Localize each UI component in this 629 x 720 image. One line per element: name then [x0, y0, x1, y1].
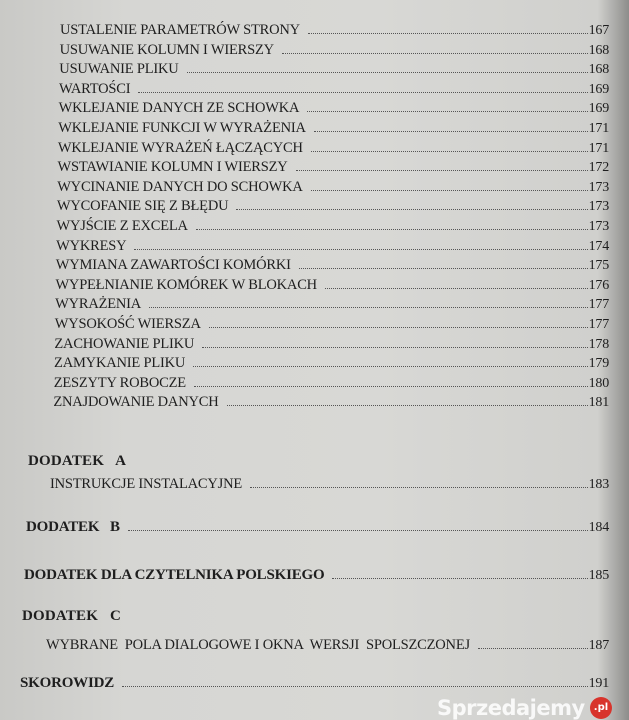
entry-label: USUWANIE PLIKU	[59, 61, 179, 78]
toc-entry-appendix-b	[26, 518, 609, 537]
entry-label: DODATEK DLA CZYTELNIKA POLSKIEGO	[24, 567, 325, 583]
entry-label: WARTOŚCI	[58, 80, 131, 97]
entry-page: 177	[588, 317, 609, 332]
toc-entry	[57, 197, 609, 216]
leader-dots	[196, 229, 588, 230]
leader-dots	[325, 288, 588, 289]
watermark-logo: Sprzedajemy	[437, 696, 585, 720]
entry-page: 174	[588, 238, 609, 254]
toc-entry	[56, 237, 609, 256]
toc-entry-polish-appendix	[24, 566, 609, 585]
toc-entry	[54, 354, 609, 373]
entry-label: WYBRANE POLA DIALOGOWE I OKNA WERSJI SPOLSZCZONEJ	[46, 637, 470, 653]
entry-page: 175	[588, 258, 609, 274]
entry-label: WKLEJANIE WYRAŻEŃ ŁĄCZĄCYCH	[57, 139, 303, 156]
entry-page: 169	[588, 81, 609, 97]
toc-entry	[56, 256, 609, 275]
toc-entry	[55, 295, 609, 314]
toc-entry	[58, 139, 609, 158]
entry-label: WYPEŁNIANIE KOMÓREK W BLOKACH	[55, 276, 317, 293]
entry-page: 183	[588, 477, 609, 492]
toc-entry	[55, 276, 609, 295]
entry-page: 176	[588, 277, 609, 293]
toc-entry	[54, 335, 609, 354]
leader-dots	[202, 347, 587, 348]
leader-dots	[236, 209, 587, 210]
toc-entry	[55, 315, 609, 334]
entry-page: 171	[588, 140, 609, 156]
leader-dots	[187, 72, 588, 73]
leader-dots	[122, 686, 588, 687]
leader-dots	[282, 53, 588, 54]
entry-page: 180	[588, 375, 609, 391]
entry-page: 168	[588, 42, 609, 58]
toc-entry-index	[20, 674, 609, 693]
entry-label: WYRAŻENIA	[55, 296, 142, 313]
entry-label: ZAMYKANIE PLIKU	[54, 355, 186, 372]
entry-page: 169	[588, 101, 609, 117]
entry-page: 181	[588, 395, 609, 411]
entry-label: USTALENIE PARAMETRÓW STRONY	[60, 22, 300, 38]
entry-page: 171	[588, 121, 609, 136]
toc-entry	[58, 158, 609, 177]
entry-page: 173	[588, 199, 609, 215]
leader-dots	[149, 307, 588, 308]
entry-page: 167	[588, 23, 609, 38]
toc-entry	[54, 374, 609, 393]
entry-label: WYJŚCIE Z EXCELA	[56, 218, 188, 234]
leader-dots	[332, 578, 587, 579]
entry-label: ZACHOWANIE PLIKU	[54, 335, 195, 352]
appendix-a-heading: DODATEK A	[28, 453, 127, 469]
toc-entry	[58, 119, 609, 138]
entry-label: SKOROWIDZ	[20, 675, 115, 691]
watermark-badge: .pl	[590, 697, 612, 719]
toc-entry	[59, 60, 609, 79]
toc-entry-appendix-a	[50, 475, 609, 494]
entry-label: WYMIANA ZAWARTOŚCI KOMÓRKI	[55, 257, 291, 274]
toc-entry	[57, 217, 610, 236]
entry-page: 168	[588, 62, 609, 78]
leader-dots	[250, 487, 588, 488]
entry-label: WYSOKOŚĆ WIERSZA	[54, 316, 201, 332]
toc-entry	[57, 178, 609, 197]
entry-page: 191	[588, 676, 609, 691]
leader-dots	[311, 190, 588, 191]
leader-dots	[299, 268, 588, 269]
entry-label: INSTRUKCJE INSTALACYJNE	[50, 476, 243, 492]
entry-page: 172	[588, 160, 609, 176]
toc-entry	[60, 21, 609, 40]
leader-dots	[209, 327, 588, 328]
toc-entry-appendix-c	[46, 636, 609, 655]
entry-label: WYCINANIE DANYCH DO SCHOWKA	[57, 178, 303, 195]
leader-dots	[308, 33, 588, 34]
entry-label: ZESZYTY ROBOCZE	[53, 374, 186, 391]
leader-dots	[314, 131, 588, 132]
entry-label: ZNAJDOWANIE DANYCH	[53, 394, 219, 411]
leader-dots	[296, 170, 588, 171]
entry-label: DODATEK B	[26, 519, 120, 535]
leader-dots	[128, 530, 588, 531]
leader-dots	[134, 249, 587, 250]
appendix-c-heading: DODATEK C	[22, 608, 122, 624]
toc-entry	[59, 99, 609, 118]
entry-page: 179	[588, 356, 609, 372]
entry-page: 185	[588, 568, 609, 583]
leader-dots	[193, 366, 587, 367]
leader-dots	[478, 648, 588, 649]
toc-entry	[53, 393, 609, 412]
leader-dots	[194, 386, 588, 387]
entry-page: 173	[588, 219, 609, 234]
leader-dots	[307, 111, 587, 112]
entry-label: USUWANIE KOLUMN I WIERSZY	[59, 41, 274, 58]
entry-page: 177	[588, 297, 609, 313]
entry-label: WKLEJANIE DANYCH ZE SCHOWKA	[58, 100, 300, 117]
entry-page: 187	[588, 638, 609, 653]
leader-dots	[311, 151, 588, 152]
toc-entry	[59, 80, 609, 99]
entry-label: WSTAWIANIE KOLUMN I WIERSZY	[57, 159, 288, 176]
entry-label: WYCOFANIE SIĘ Z BŁĘDU	[56, 198, 229, 215]
entry-label: WYKRESY	[56, 237, 127, 254]
leader-dots	[138, 92, 587, 93]
entry-page: 184	[588, 520, 609, 535]
toc-entry	[60, 41, 609, 60]
leader-dots	[227, 405, 588, 406]
entry-page: 178	[588, 336, 609, 352]
entry-page: 173	[588, 179, 609, 195]
entry-label: WKLEJANIE FUNKCJI W WYRAŻENIA	[58, 120, 306, 136]
